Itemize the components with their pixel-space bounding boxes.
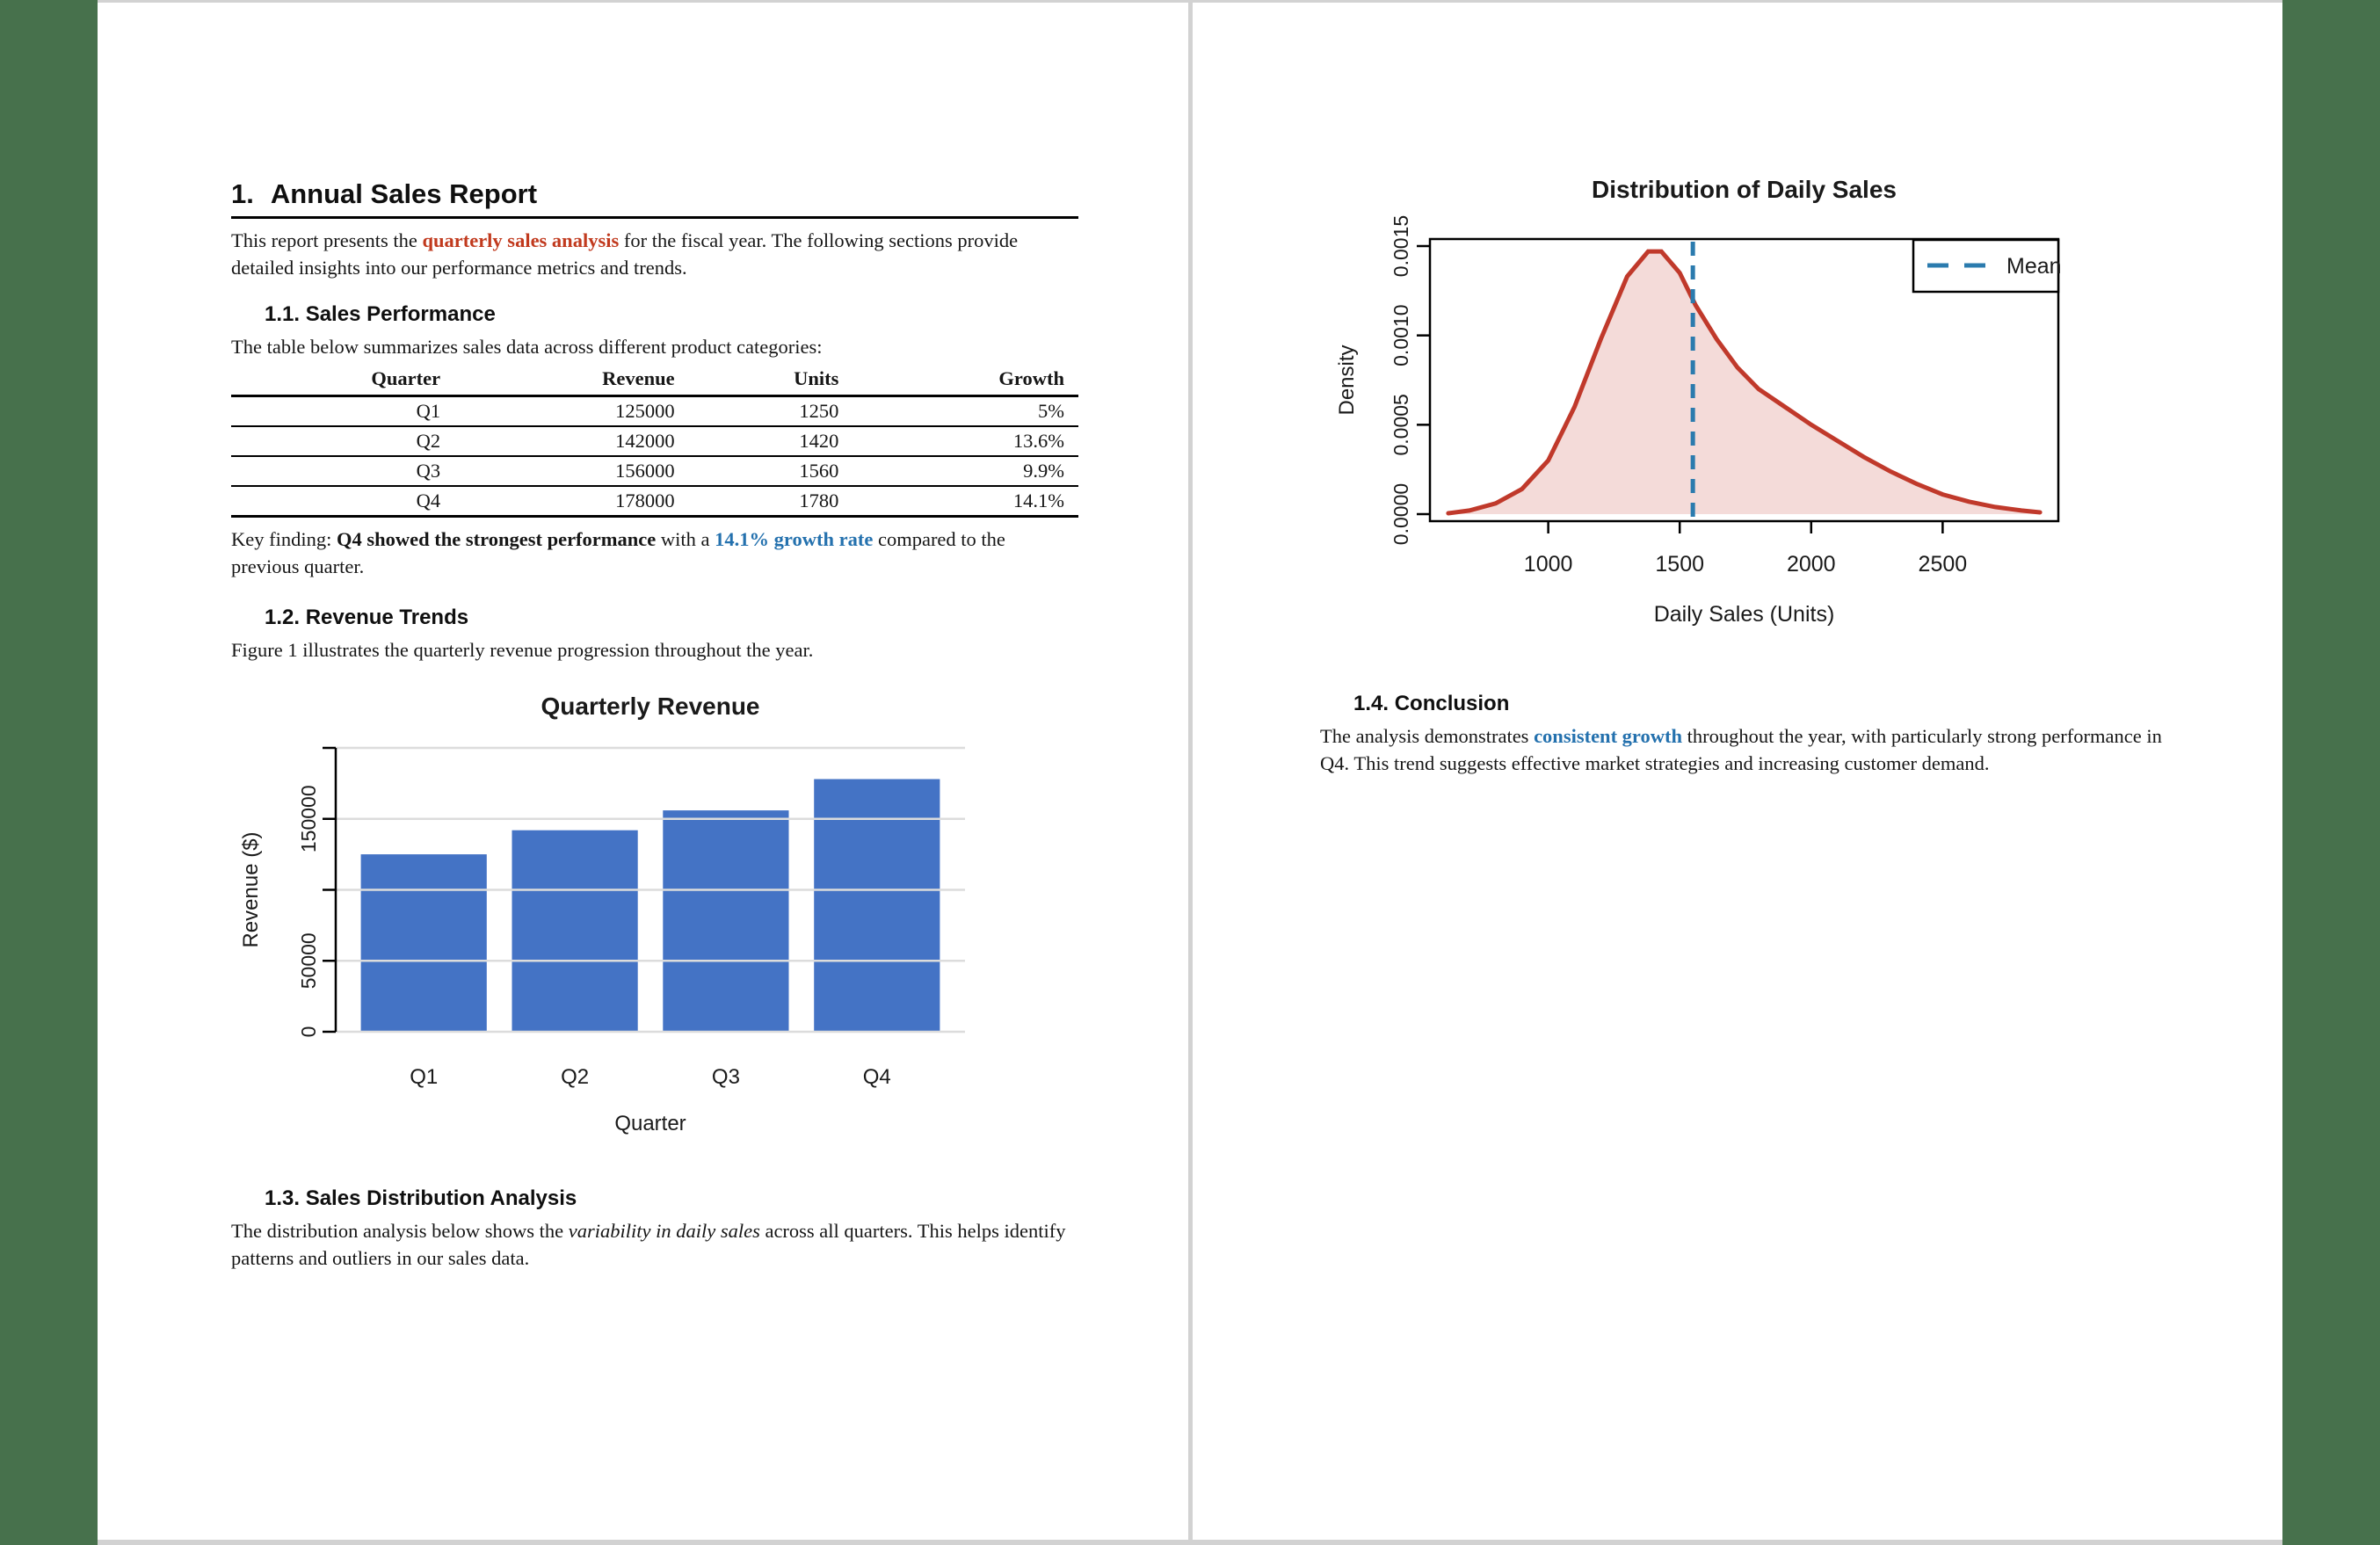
- density-y-tick-label: 0.0015: [1390, 214, 1412, 278]
- density-y-tick-label: 0.0010: [1390, 304, 1412, 366]
- text-segment: The analysis demonstrates: [1320, 725, 1535, 747]
- table-cell: 9.9%: [838, 456, 1078, 486]
- density-chart-title: Distribution of Daily Sales: [1592, 176, 1897, 203]
- density-y-axis-label: Density: [1335, 345, 1359, 416]
- table-cell: 1250: [675, 396, 839, 427]
- table-header-row: [231, 366, 1078, 396]
- section-heading-conclusion: 1.4. Conclusion: [1353, 692, 1510, 715]
- figure-caption-text: Figure 1 illustrates the quarterly revenue progression throughout the year.: [231, 639, 814, 661]
- table-row: [231, 396, 1078, 427]
- text-segment: throughout the year, with particularly strong performance in Q4. This trend suggests effective market strategies and increasing customer demand.: [1320, 725, 2162, 774]
- bar-y-axis-label: Revenue ($): [239, 831, 263, 948]
- bar-y-tick-label: 50000: [297, 932, 320, 990]
- density-y-tick-label: 0.0000: [1390, 482, 1412, 546]
- text-segment: compared to the previous quarter.: [231, 528, 1005, 577]
- conclusion-paragraph: [1320, 722, 2169, 777]
- sales-table-header: [231, 366, 1078, 396]
- bar-y-tick-label: 150000: [297, 785, 320, 853]
- table-row: [231, 426, 1078, 456]
- table-cell: Q2: [231, 426, 440, 456]
- page-2: [1193, 3, 2282, 1540]
- quarterly-revenue-chart: [231, 686, 1078, 1143]
- table-cell: 1780: [675, 486, 839, 517]
- report-title-number: 1.: [231, 178, 254, 209]
- bar-x-tick-label: Q3: [711, 1065, 740, 1089]
- table-cell: 125000: [440, 396, 675, 427]
- legend-label: Mean: [2006, 254, 2062, 279]
- table-cell: 178000: [440, 486, 675, 517]
- table-cell: 14.1%: [838, 486, 1078, 517]
- text-segment: consistent growth: [1534, 725, 1683, 747]
- table-cell: 142000: [440, 426, 675, 456]
- page-bottom-edge: [98, 1540, 2282, 1545]
- key-finding-paragraph: [231, 526, 1078, 580]
- sales-table-body: [231, 396, 1078, 517]
- sales-table: [231, 366, 1078, 518]
- text-segment: 14.1% growth rate: [715, 528, 874, 550]
- table-cell: Q3: [231, 456, 440, 486]
- text-segment: with a: [656, 528, 715, 550]
- report-title: [231, 178, 1078, 219]
- table-cell: Q1: [231, 396, 440, 427]
- report-title-text: Annual Sales Report: [270, 178, 538, 209]
- bar-x-tick-label: Q4: [862, 1065, 891, 1089]
- intro-paragraph: [231, 227, 1078, 281]
- bar-x-tick-label: Q1: [410, 1065, 439, 1089]
- table-cell: Q4: [231, 486, 440, 517]
- table-header-cell: Revenue: [440, 366, 675, 396]
- text-segment: Q4 showed the strongest performance: [336, 528, 657, 550]
- table-cell: 1420: [675, 426, 839, 456]
- table-header-cell: Growth: [838, 366, 1078, 396]
- section-heading-sales-performance: 1.1. Sales Performance: [265, 302, 496, 326]
- table-row: [231, 456, 1078, 486]
- density-x-tick-label: 1500: [1655, 552, 1705, 577]
- table-cell: 156000: [440, 456, 675, 486]
- density-x-tick-label: 2000: [1786, 552, 1836, 577]
- density-y-tick-label: 0.0005: [1390, 394, 1412, 456]
- text-segment: quarterly sales analysis: [422, 229, 620, 251]
- bar-q3: [663, 810, 788, 1032]
- bar-chart-title: Quarterly Revenue: [541, 693, 760, 720]
- bar-q2: [512, 831, 638, 1032]
- table-header-cell: Units: [675, 366, 839, 396]
- text-segment: across all quarters. This helps identify patterns and outliers in our sales data.: [231, 1220, 1066, 1269]
- daily-sales-distribution-chart: [1310, 171, 2127, 642]
- table-cell: 1560: [675, 456, 839, 486]
- bar-q1: [361, 854, 487, 1032]
- section-heading-revenue-trends: 1.2. Revenue Trends: [265, 606, 469, 629]
- table-cell: 5%: [838, 396, 1078, 427]
- text-segment: Key finding:: [231, 528, 337, 550]
- density-x-tick-label: 2500: [1918, 552, 1968, 577]
- text-segment: for the fiscal year. The following sections provide detailed insights into our performance metrics and trends.: [231, 229, 1019, 279]
- bar-x-axis-label: Quarter: [614, 1112, 686, 1135]
- page-1: [98, 3, 1188, 1540]
- table-intro-text: The table below summarizes sales data across different product categories:: [231, 336, 823, 358]
- bar-y-tick-label: 0: [297, 1026, 320, 1038]
- table-header-cell: Quarter: [231, 366, 440, 396]
- table-row: [231, 486, 1078, 517]
- table-cell: 13.6%: [838, 426, 1078, 456]
- section-heading-distribution-analysis: 1.3. Sales Distribution Analysis: [265, 1186, 577, 1210]
- density-x-axis-label: Daily Sales (Units): [1653, 602, 1835, 627]
- bar-x-tick-label: Q2: [561, 1065, 590, 1089]
- text-segment: The distribution analysis below shows the: [231, 1220, 569, 1242]
- distribution-paragraph: [231, 1217, 1078, 1272]
- bar-q4: [814, 780, 940, 1033]
- density-x-tick-label: 1000: [1523, 552, 1573, 577]
- text-segment: This report presents the: [231, 229, 423, 251]
- text-segment: variability in daily sales: [568, 1220, 760, 1242]
